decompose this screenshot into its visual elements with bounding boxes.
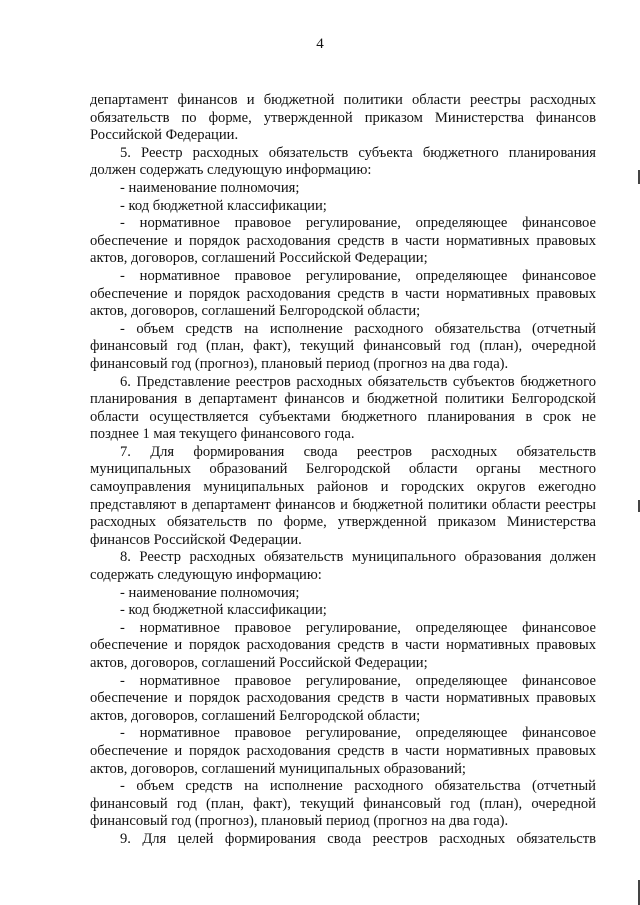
list-item: - объем средств на исполнение расходного обязательства (отчетный финансовый год (план, факт), текущий финансовый год (план), очередной финансовый год (прогноз), плановый период (прогноз на два года).: [90, 320, 596, 372]
list-item: - нормативное правовое регулирование, определяющее финансовое обеспечение и порядок расходования средств в части нормативных правовых актов, договоров, соглашений Российской Федерации;: [90, 619, 596, 671]
paragraph: 7. Для формирования свода реестров расходных обязательств муниципальных образований Белгородской области органы местного самоуправления муниципальных районов и городских округов ежегодно представляют в департамент финансов и бюджетной политики области реестры расходных обязательств по форме, утвержденной приказом Министерства финансов Российской Федерации.: [90, 443, 596, 548]
paragraph: 5. Реестр расходных обязательств субъекта бюджетного планирования должен содержать следующую информацию:: [90, 144, 596, 179]
list-item: - объем средств на исполнение расходного обязательства (отчетный финансовый год (план, факт), текущий финансовый год (план), очередной финансовый год (прогноз), плановый период (прогноз на два года).: [90, 778, 596, 830]
list-item: - наименование полномочия;: [120, 179, 300, 196]
paragraph: департамент финансов и бюджетной политики области реестры расходных обязательств по форме, утвержденной приказом Министерства финансов Российской Федерации.: [90, 92, 596, 144]
list-item: - нормативное правовое регулирование, определяющее финансовое обеспечение и порядок расходования средств в части нормативных правовых актов, договоров, соглашений Белгородской области;: [90, 267, 596, 320]
paragraph: 6. Представление реестров расходных обязательств субъектов бюджетного планирования в департамент финансов и бюджетной политики Белгородской области осуществляется субъектами бюджетного планирования в срок не позднее 1 мая текущего финансового года.: [90, 373, 596, 443]
list-item: - нормативное правовое регулирование, определяющее финансовое обеспечение и порядок расходования средств в части нормативных правовых актов, договоров, соглашений Белгородской области;: [90, 672, 596, 724]
list-item: - нормативное правовое регулирование, определяющее финансовое обеспечение и порядок расходования средств в части нормативных правовых актов, договоров, соглашений Российской Федерации;: [90, 215, 596, 267]
list-item: - наименование полномочия;: [120, 584, 300, 601]
paragraph: 8. Реестр расходных обязательств муниципального образования должен содержать следующую информацию:: [90, 549, 596, 584]
list-item: - нормативное правовое регулирование, определяющее финансовое обеспечение и порядок расходования средств в части нормативных правовых актов, договоров, соглашений муниципальных образований;: [90, 725, 596, 777]
page-number: 4: [316, 36, 324, 52]
list-item: - код бюджетной классификации;: [120, 197, 327, 214]
document-body: [90, 92, 596, 849]
paragraph: 9. Для целей формирования свода реестров расходных обязательств: [120, 830, 596, 847]
list-item: - код бюджетной классификации;: [120, 602, 327, 619]
